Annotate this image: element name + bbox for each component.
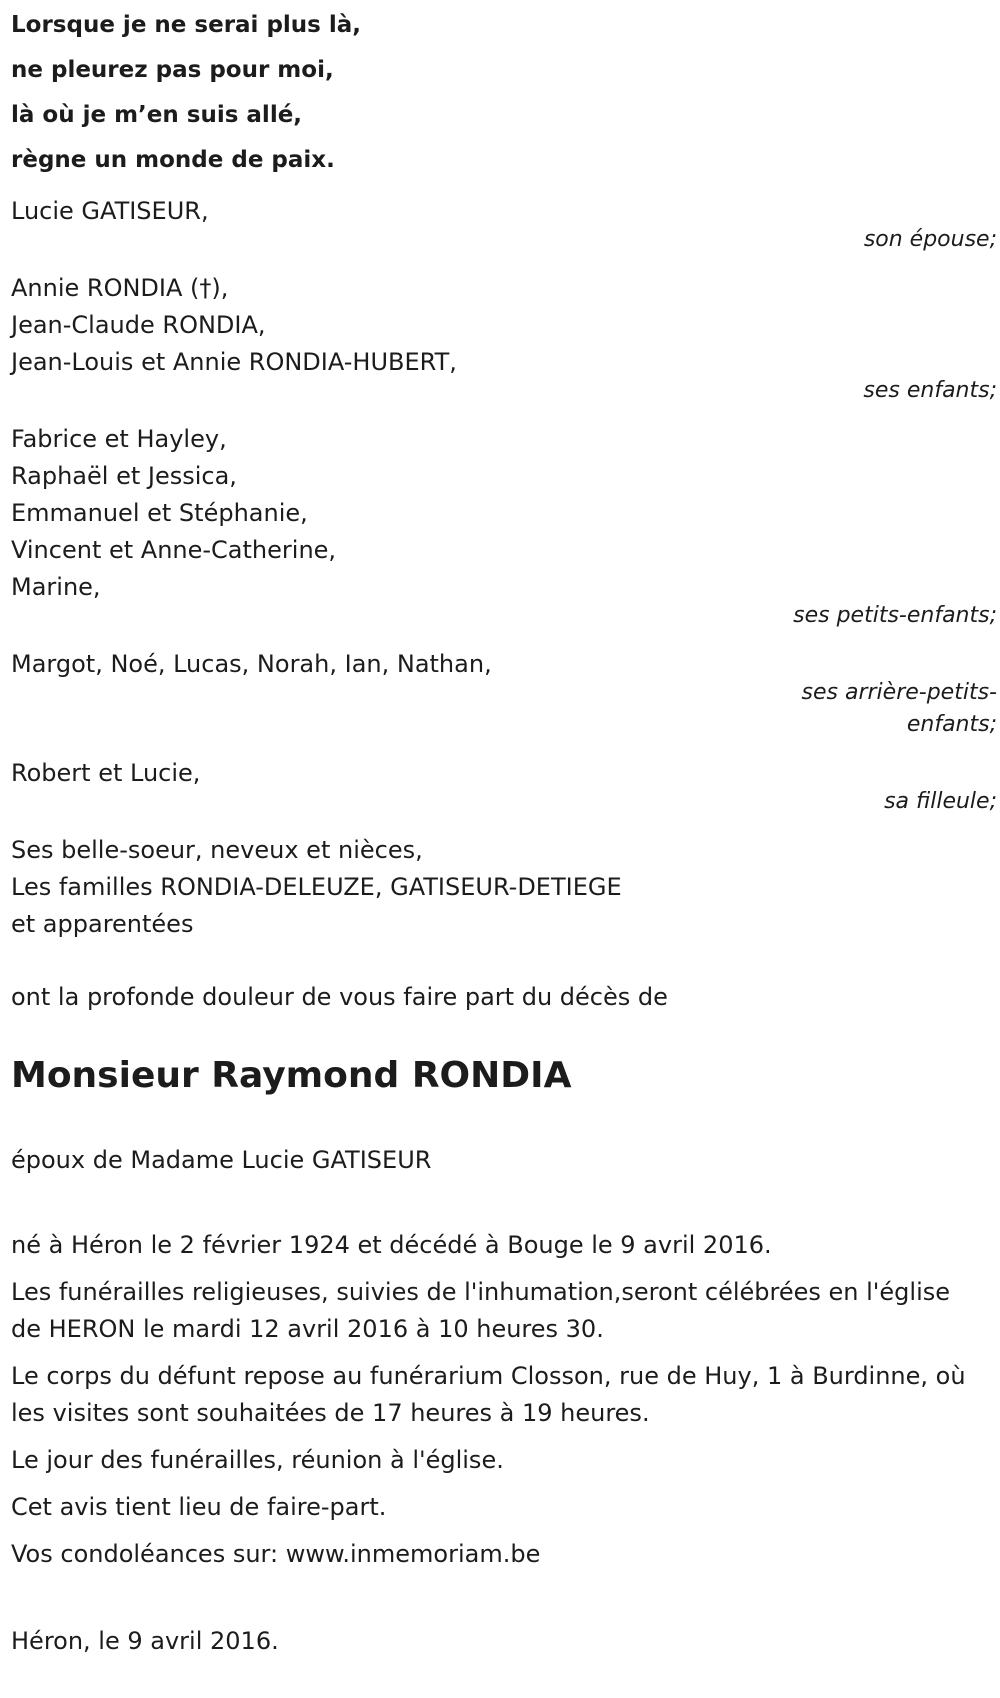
family-name: Fabrice et Hayley,: [11, 425, 227, 453]
detail-paragraph: né à Héron le 2 février 1924 et décédé à Bouge le 9 avril 2016.: [11, 1231, 772, 1259]
family-name: Lucie GATISEUR,: [11, 197, 209, 225]
family-relation: son épouse;: [863, 227, 997, 252]
poem: [11, 0, 1000, 175]
place-date: Héron, le 9 avril 2016.: [11, 1627, 279, 1655]
family-group: [11, 270, 997, 407]
family-name: Jean-Louis et Annie RONDIA-HUBERT,: [11, 348, 457, 376]
poem-line: ne pleurez pas pour moi,: [11, 57, 334, 83]
family-name: Marine,: [11, 573, 101, 601]
funeral-details: [11, 1227, 971, 1573]
family-group: [11, 646, 997, 741]
poem-line: Lorsque je ne serai plus là,: [11, 12, 362, 38]
family-relation: ses arrière-petits-enfants;: [801, 680, 997, 737]
family-name: Vincent et Anne-Catherine,: [11, 536, 337, 564]
family-relation: ses enfants;: [863, 378, 997, 403]
family-group: [11, 193, 997, 256]
family-relation: ses petits-enfants;: [793, 603, 997, 628]
family-name: Raphaël et Jessica,: [11, 462, 237, 490]
family-name: Robert et Lucie,: [11, 759, 201, 787]
detail-paragraph: Le corps du défunt repose au funérarium Closson, rue de Huy, 1 à Burdinne, où les visites sont souhaitées de 17 heures à 19 heures.: [11, 1362, 966, 1427]
relatives-line: et apparentées: [11, 910, 194, 938]
family-relation: sa filleule;: [884, 789, 997, 814]
poem-line: règne un monde de paix.: [11, 147, 335, 173]
detail-paragraph: Vos condoléances sur: www.inmemoriam.be: [11, 1540, 541, 1568]
deceased-name: Monsieur Raymond RONDIA: [11, 1055, 572, 1096]
spouse-line: époux de Madame Lucie GATISEUR: [11, 1146, 432, 1174]
family-name: Margot, Noé, Lucas, Norah, Ian, Nathan,: [11, 650, 492, 678]
family-group: [11, 421, 997, 632]
family-name: Emmanuel et Stéphanie,: [11, 499, 308, 527]
relatives-line: Les familles RONDIA-DELEUZE, GATISEUR-DETIEGE: [11, 873, 622, 901]
other-relatives: [11, 832, 997, 943]
family-group: [11, 755, 997, 818]
poem-line: là où je m’en suis allé,: [11, 102, 303, 128]
detail-paragraph: Cet avis tient lieu de faire-part.: [11, 1493, 387, 1521]
family-list: [11, 193, 997, 943]
announcement: ont la profonde douleur de vous faire part du décès de: [11, 983, 668, 1011]
family-name: Annie RONDIA (†),: [11, 274, 229, 302]
relatives-line: Ses belle-soeur, neveux et nièces,: [11, 836, 423, 864]
detail-paragraph: Les funérailles religieuses, suivies de l'inhumation,seront célébrées en l'église de HERON le mardi 12 avril 2016 à 10 heures 30.: [11, 1278, 950, 1343]
detail-paragraph: Le jour des funérailles, réunion à l'église.: [11, 1446, 504, 1474]
family-name: Jean-Claude RONDIA,: [11, 311, 266, 339]
